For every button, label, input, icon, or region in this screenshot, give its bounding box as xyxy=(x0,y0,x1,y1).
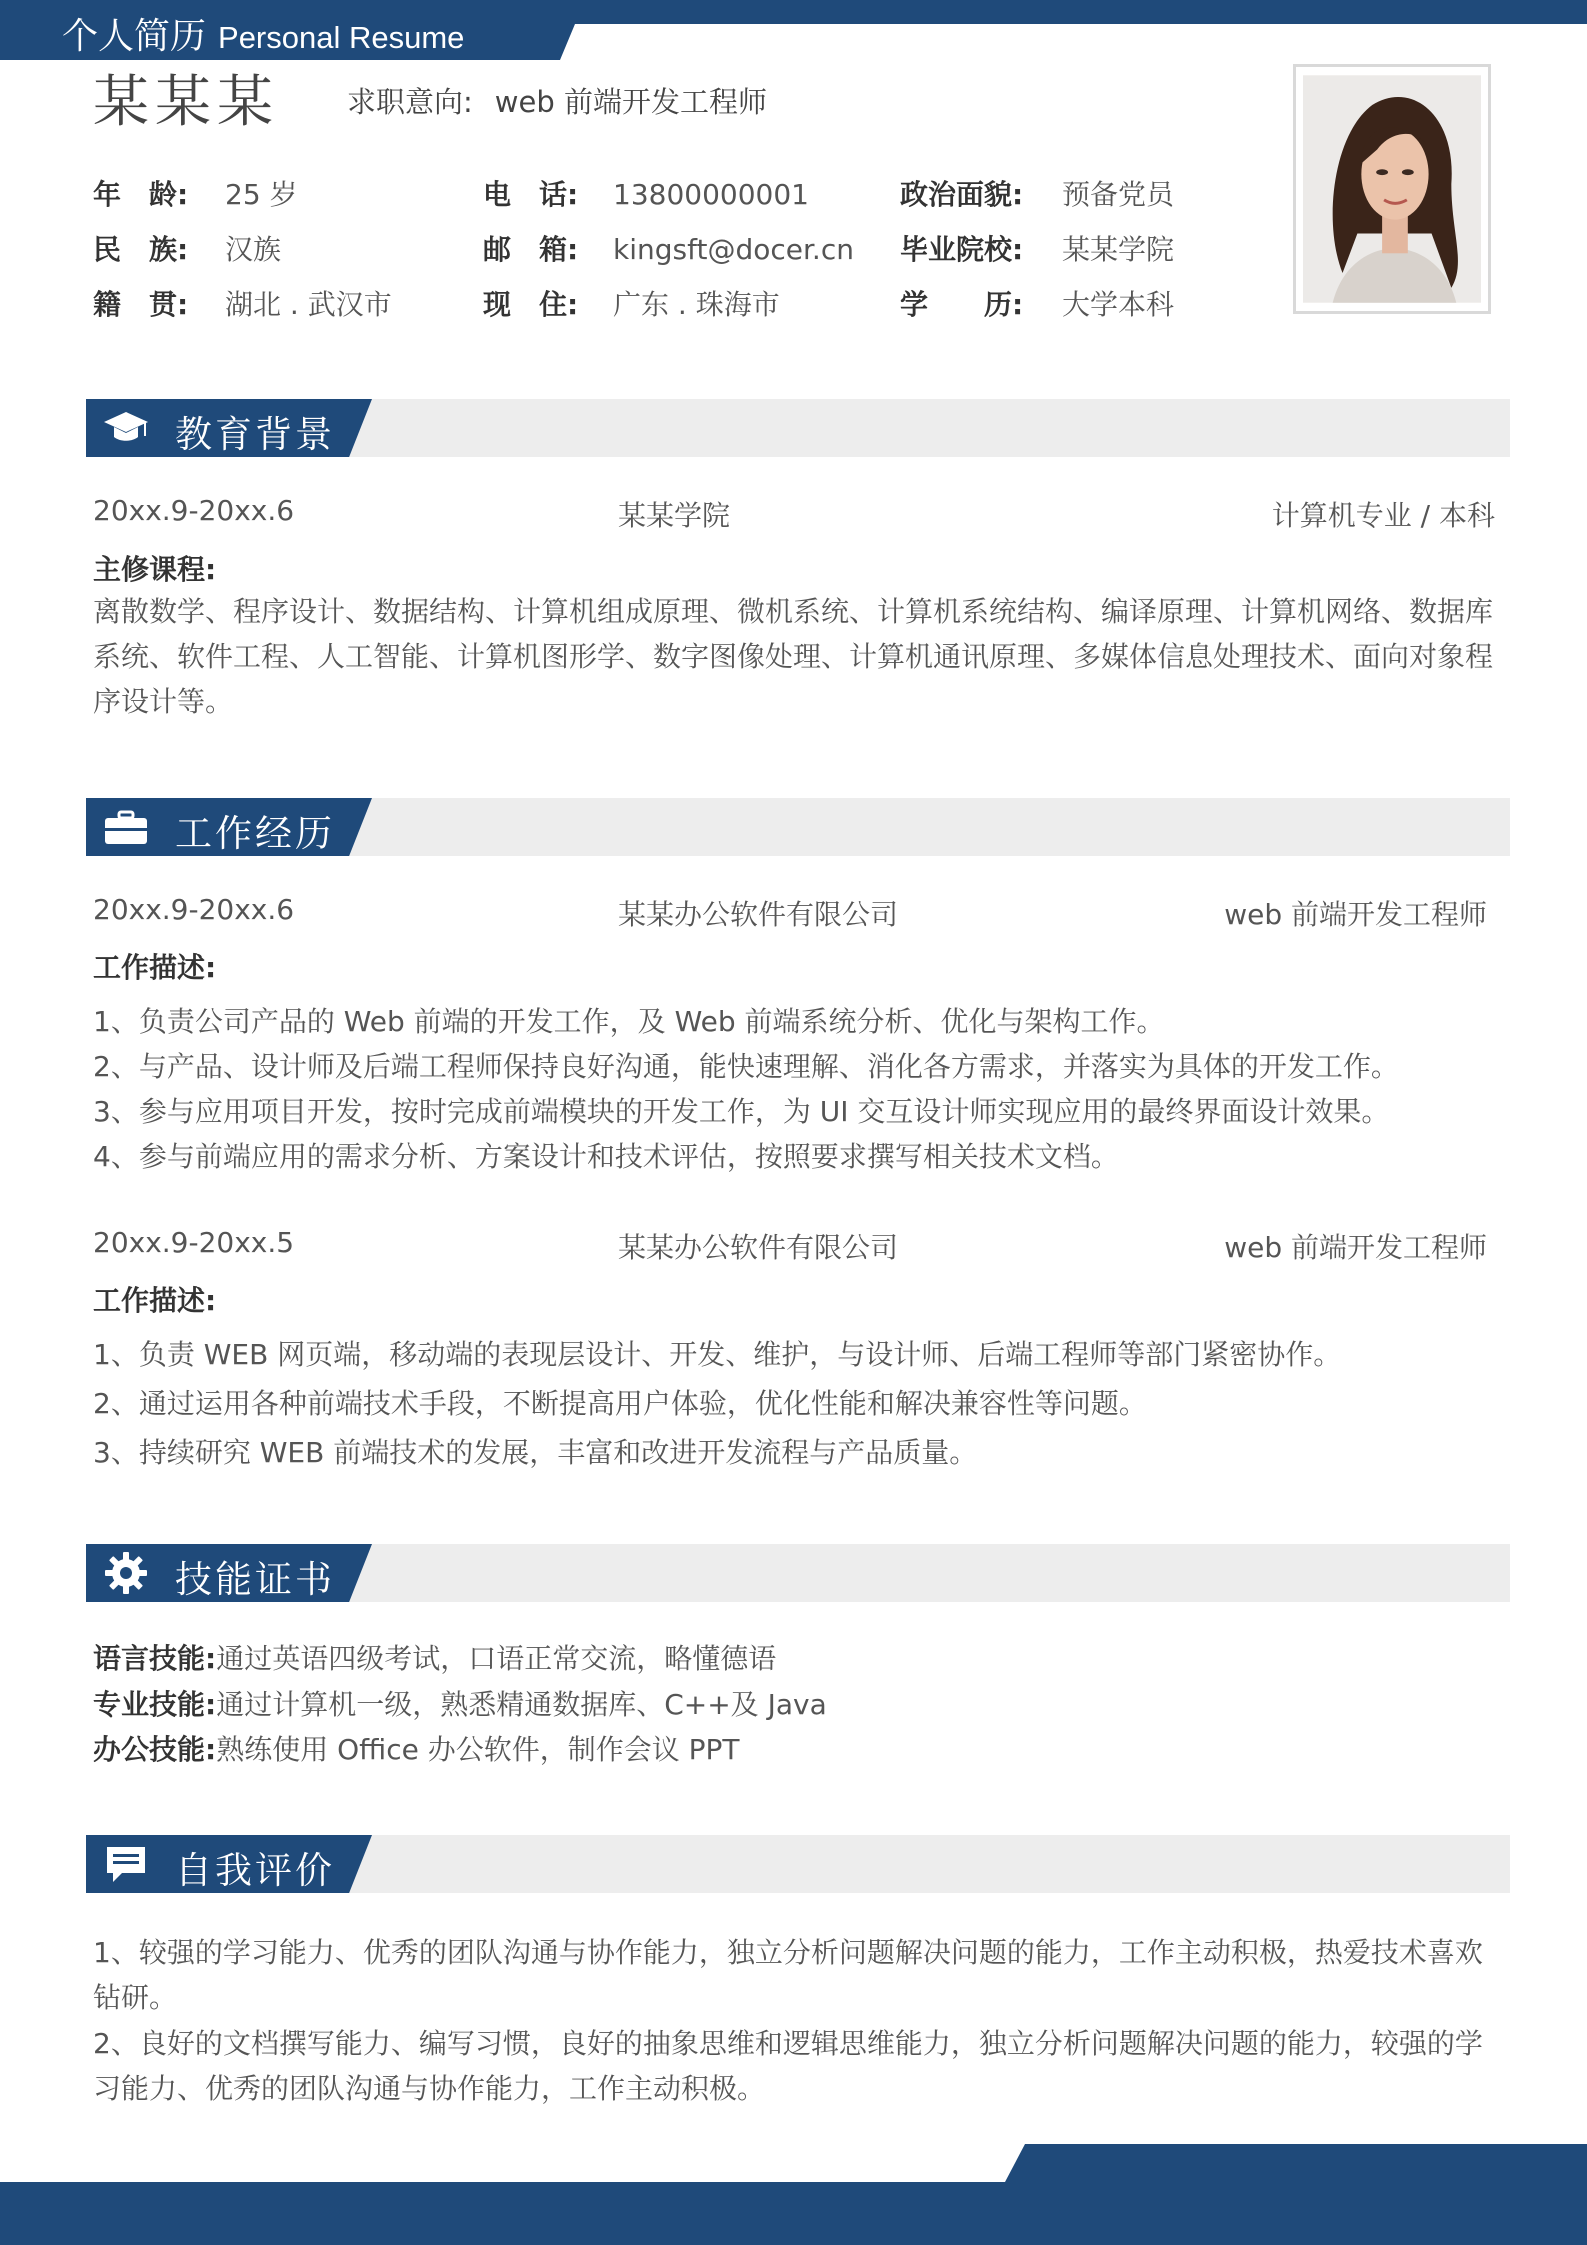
header-title: 个人简历 xyxy=(62,16,207,57)
courses-text: 离散数学、程序设计、数据结构、计算机组成原理、微机系统、计算机系统结构、编译原理、计算机网络、数据库系统、软件工程、人工智能、计算机图形学、数字图像处理、计算机通讯原理、多媒体信息处理技术、面向对象程序设计等。 xyxy=(93,595,1494,718)
briefcase-icon xyxy=(102,803,150,851)
job1-item: 1、负责公司产品的 Web 前端的开发工作，及 Web 前端系统分析、优化与架构工作。 xyxy=(93,1005,1165,1038)
gear-icon xyxy=(102,1549,150,1597)
job2-item: 3、持续研究 WEB 前端技术的发展，丰富和改进开发流程与产品质量。 xyxy=(93,1436,978,1469)
job1-item: 4、参与前端应用的需求分析、方案设计和技术评估，按照要求撰写相关技术文档。 xyxy=(93,1140,1119,1173)
graduation-cap-icon xyxy=(102,404,150,452)
job1-company: 某某办公软件有限公司 xyxy=(618,898,899,931)
info-hometown: 籍 贯: 湖北 . 武汉市 xyxy=(93,288,392,321)
profile-photo xyxy=(1293,64,1491,314)
objective-value: web 前端开发工程师 xyxy=(494,85,767,119)
candidate-name: 某某某 xyxy=(93,70,279,135)
job1-item: 2、与产品、设计师及后端工程师保持良好沟通，能快速理解、消化各方需求，并落实为具体的开发工作。 xyxy=(93,1050,1399,1083)
skill-office: 办公技能:熟练使用 Office 办公软件，制作会议 PPT xyxy=(93,1733,740,1766)
skills-title: 技能证书 xyxy=(175,1558,335,1601)
education-major: 计算机专业 / 本科 xyxy=(1271,499,1495,532)
education-period: 20xx.9-20xx.6 xyxy=(93,494,295,527)
job1-item: 3、参与应用项目开发，按时完成前端模块的开发工作，为 UI 交互设计师实现应用的最终界面设计效果。 xyxy=(93,1095,1390,1128)
info-degree: 学 历: 大学本科 xyxy=(900,288,1175,321)
job1-position: web 前端开发工程师 xyxy=(1224,898,1487,931)
education-title: 教育背景 xyxy=(175,413,335,456)
header-subtitle: Personal Resume xyxy=(218,20,465,55)
info-politics: 政治面貌: 预备党员 xyxy=(900,178,1175,211)
job1-period: 20xx.9-20xx.6 xyxy=(93,893,295,926)
info-ethnicity: 民 族: 汉族 xyxy=(93,233,282,266)
info-age: 年 龄: 25 岁 xyxy=(93,178,298,211)
job2-item: 2、通过运用各种前端技术手段，不断提高用户体验，优化性能和解决兼容性等问题。 xyxy=(93,1387,1147,1420)
info-phone: 电 话: 13800000001 xyxy=(483,178,809,211)
bottom-banner xyxy=(0,2144,1587,2245)
courses-label: 主修课程: xyxy=(93,553,217,586)
self-eval-title: 自我评价 xyxy=(175,1849,335,1892)
job2-company: 某某办公软件有限公司 xyxy=(618,1231,899,1264)
skill-professional: 专业技能:通过计算机一级，熟悉精通数据库、C++及 Java xyxy=(93,1688,827,1721)
info-residence: 现 住: 广东 . 珠海市 xyxy=(483,288,780,321)
info-email: 邮 箱: kingsft@docer.cn xyxy=(483,233,854,266)
portrait-image xyxy=(1303,74,1481,304)
info-school: 毕业院校: 某某学院 xyxy=(900,233,1175,266)
job2-item: 1、负责 WEB 网页端，移动端的表现层设计、开发、维护，与设计师、后端工程师等部门紧密协作。 xyxy=(93,1338,1342,1371)
self-eval-item: 1、较强的学习能力、优秀的团队沟通与协作能力，独立分析问题解决问题的能力，工作主动积极，热爱技术喜欢钻研。 xyxy=(93,1936,1483,2014)
job-objective xyxy=(347,80,767,121)
job2-position: web 前端开发工程师 xyxy=(1224,1231,1487,1264)
objective-label: 求职意向: xyxy=(347,85,473,119)
job2-period: 20xx.9-20xx.5 xyxy=(93,1226,295,1259)
chat-icon xyxy=(102,1840,150,1888)
self-eval-item: 2、良好的文档撰写能力、编写习惯，良好的抽象思维和逻辑思维能力，独立分析问题解决问题的能力，较强的学习能力、优秀的团队沟通与协作能力，工作主动积极。 xyxy=(93,2027,1483,2105)
education-school: 某某学院 xyxy=(618,499,731,532)
job2-desc-label: 工作描述: xyxy=(93,1284,217,1317)
work-title: 工作经历 xyxy=(175,812,335,855)
job1-desc-label: 工作描述: xyxy=(93,951,217,984)
skill-language: 语言技能:通过英语四级考试，口语正常交流，略懂德语 xyxy=(93,1642,777,1675)
document-header xyxy=(62,8,464,59)
